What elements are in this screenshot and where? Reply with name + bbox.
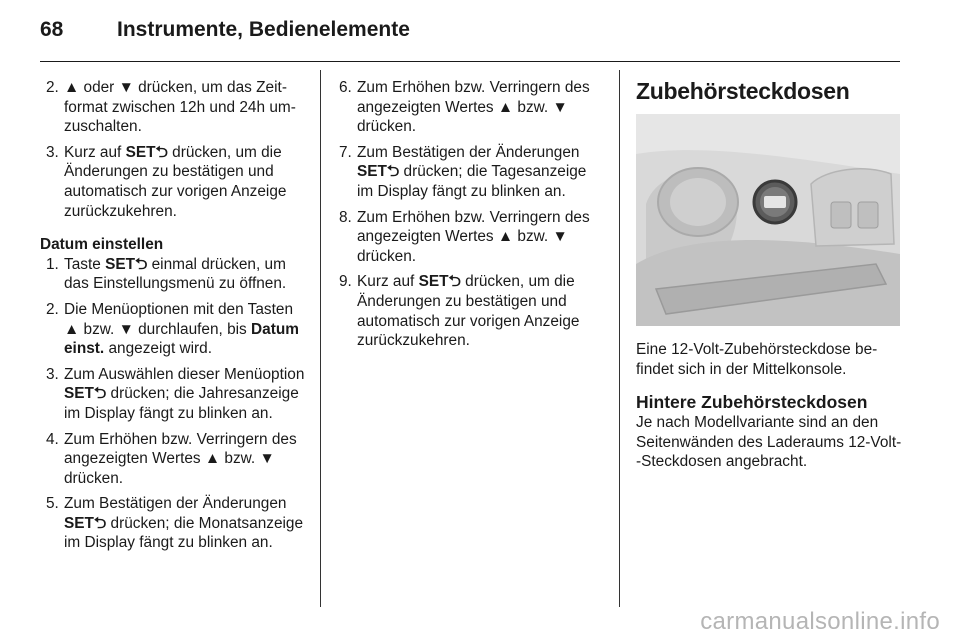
console-socket-text: Eine 12-Volt-Zubehörsteckdose befindet sich in der Mittelkonsole.: [636, 341, 878, 378]
set-key-label: SET⮌: [64, 385, 107, 403]
list-item: [40, 430, 310, 489]
page-number: 68: [40, 18, 64, 41]
list-item: [40, 143, 310, 221]
subsection-title: Hintere Zubehörsteckdosen: [636, 392, 868, 413]
list-item: [333, 143, 603, 202]
step-text: ▲ oder ▼ drücken, um das Zeitformat zwischen 12h und 24h umzuschalten.: [64, 79, 296, 136]
step-text-pre: Zum Erhöhen bzw. Verringern des angezeigten Wertes ▲ bzw. ▼ drücken.: [357, 79, 590, 136]
step-text-post: drücken; die Jahresanzeige im Display fängt zu blinken an.: [64, 385, 299, 422]
date-subheading: Datum einstellen: [40, 236, 164, 254]
step-number: 3.: [46, 365, 59, 383]
column-divider-1: [320, 70, 321, 607]
set-key-label: SET⮌: [418, 273, 461, 291]
column-left: [40, 78, 310, 559]
time-steps-list: [40, 78, 310, 221]
column-divider-2: [619, 70, 620, 607]
step-text-post: drücken, um die Änderungen zu bestätigen und automatisch zur vorigen Anzeige zurückzukehren.: [64, 143, 287, 220]
step-number: 7.: [339, 143, 352, 161]
step-number: 5.: [46, 495, 59, 513]
step-text-pre: Kurz auf: [357, 273, 419, 291]
step-text-post: drücken, um die Änderungen zu bestätigen und automatisch zur vorigen Anzeige zurückzukehren.: [357, 273, 580, 350]
step-number: 9.: [339, 273, 352, 291]
watermark: carmanualsonline.info: [700, 608, 940, 635]
header-divider: [40, 61, 900, 62]
step-number: 6.: [339, 79, 352, 96]
step-number: 1.: [46, 255, 59, 273]
set-key-label: SET⮌: [125, 143, 168, 161]
date-steps-list: [40, 255, 310, 553]
column-right: [636, 78, 904, 484]
column-middle: [333, 78, 603, 357]
page-header: [40, 14, 900, 52]
step-text-pre: Zum Bestätigen der Änderungen: [357, 143, 580, 161]
step-text-pre: Zum Erhöhen bzw. Verringern des angezeigten Wertes ▲ bzw. ▼ drücken.: [357, 208, 590, 265]
step-text-pre: Kurz auf: [64, 143, 126, 161]
section-title: Zubehörsteckdosen: [636, 78, 850, 104]
list-item: [333, 208, 603, 267]
step-text-post: drücken; die Monatsanzeige im Display fängt zu blinken an.: [64, 514, 304, 552]
date-steps-continued-list: [333, 78, 603, 351]
step-number: 3.: [46, 143, 59, 161]
step-number: 8.: [339, 208, 352, 226]
step-number: 2.: [46, 300, 59, 318]
list-item: [40, 494, 310, 553]
step-text-pre: Zum Auswählen dieser Menüoption: [64, 365, 305, 383]
list-item: [40, 300, 310, 359]
socket-illustration: [636, 114, 900, 326]
step-text-pre: Zum Bestätigen der Änderungen: [64, 495, 287, 513]
list-item: [333, 272, 603, 350]
step-text-pre: Die Menüoptionen mit den Tasten ▲ bzw. ▼ durchlaufen, bis: [64, 300, 294, 338]
rear-socket-text: Je nach Modellvariante sind an den Seitenwänden des Laderaums 12-Volt--Steckdosen angebracht.: [636, 414, 902, 471]
set-key-label: SET⮌: [64, 514, 107, 532]
set-key-label: SET⮌: [105, 255, 148, 273]
step-text-post: einmal drücken, um das Einstellungsmenü zu öffnen.: [64, 255, 287, 293]
console-socket-photo: [636, 114, 900, 326]
step-text-pre: Taste: [64, 255, 106, 273]
list-item: [333, 78, 603, 137]
list-item: [40, 365, 310, 424]
page-title: Instrumente, Bedienelemente: [117, 18, 410, 41]
list-item: [40, 255, 310, 294]
step-text-post: angezeigt wird.: [104, 340, 212, 358]
step-number: 2.: [46, 79, 59, 96]
list-item: [40, 78, 310, 137]
step-text-post: drücken; die Tagesanzeige im Display fängt zu blinken an.: [357, 163, 587, 200]
step-number: 4.: [46, 430, 59, 448]
step-text-pre: Zum Erhöhen bzw. Verringern des angezeigten Wertes ▲ bzw. ▼ drücken.: [64, 430, 297, 487]
menu-option-label: Datum einst.: [64, 320, 299, 358]
set-key-label: SET⮌: [357, 163, 400, 181]
